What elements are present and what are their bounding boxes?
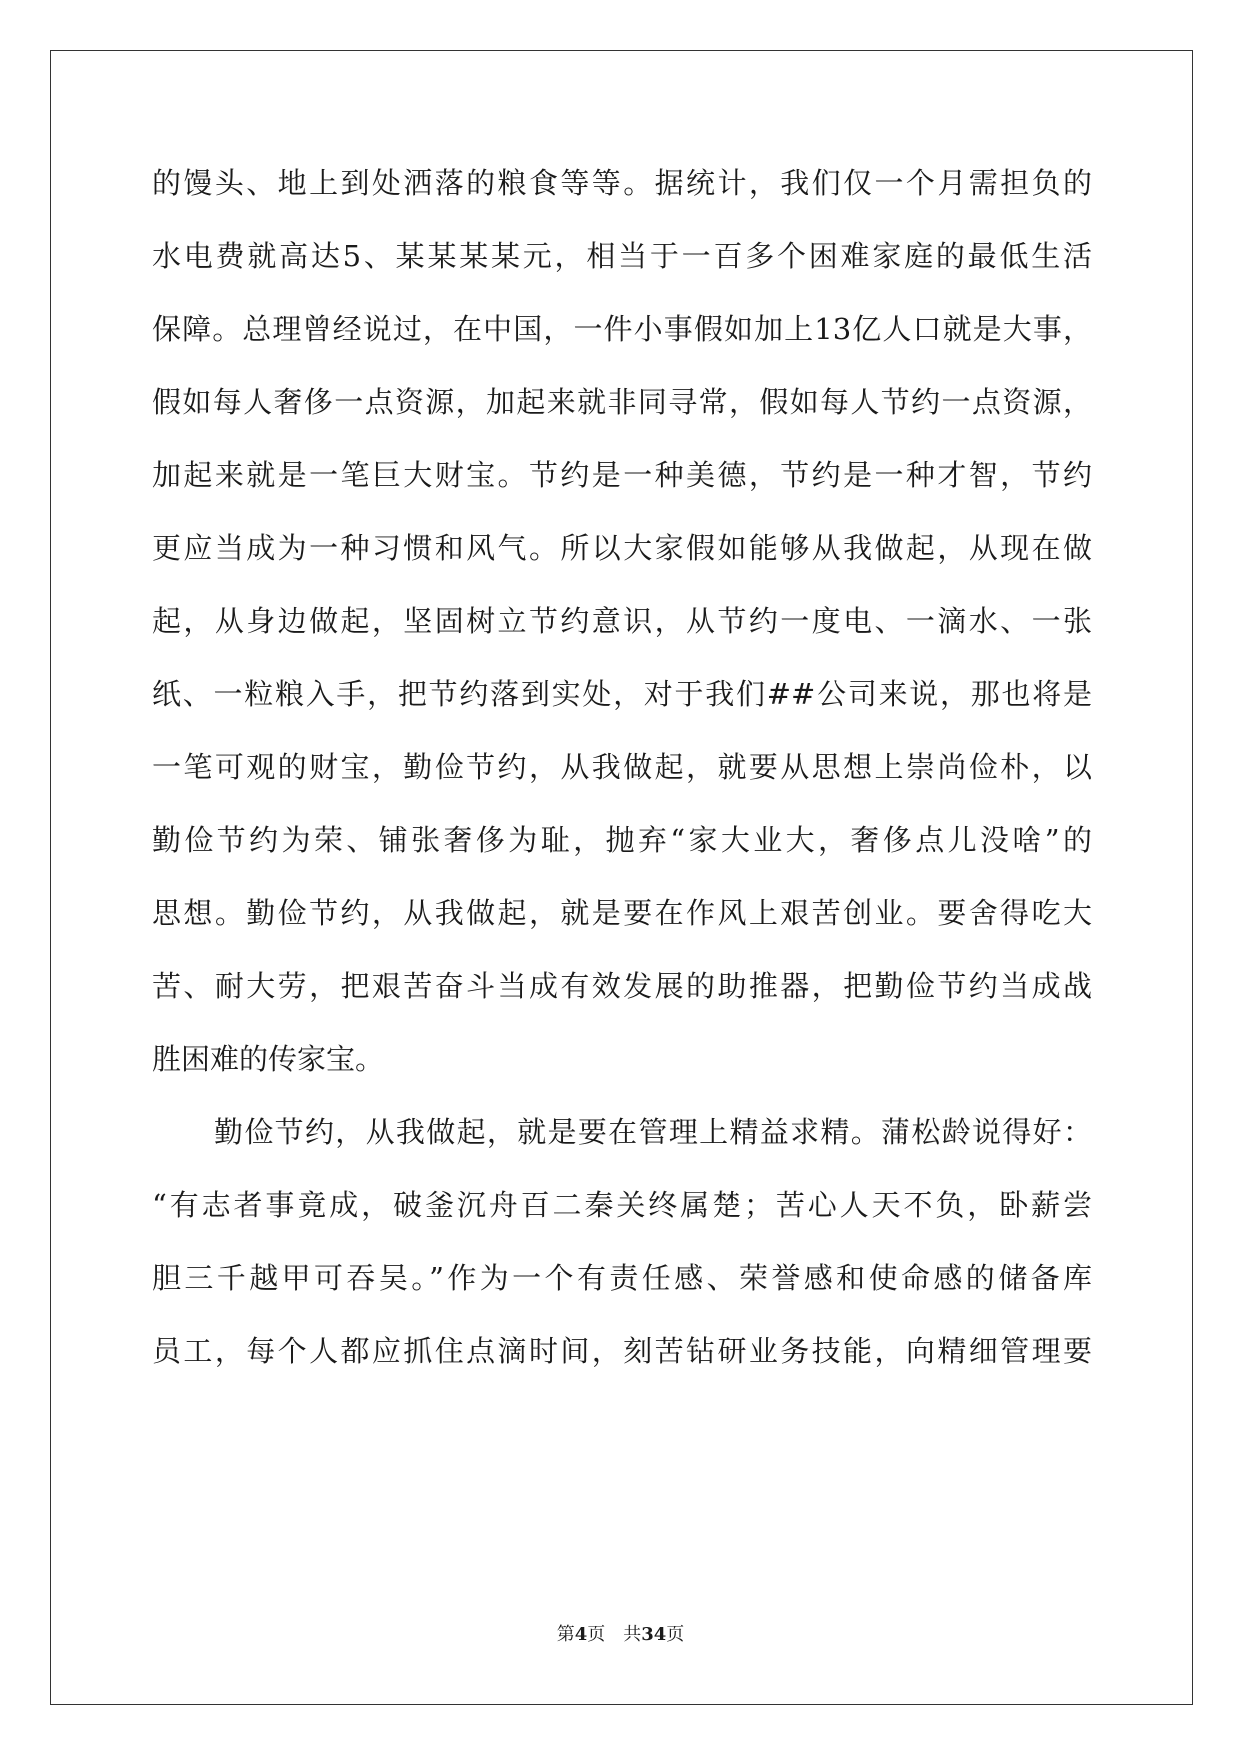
paragraph-first-line: 勤俭节约，从我做起，就是要在管理上精益求精。蒲松龄说得好： — [214, 1115, 1092, 1149]
text-line: 水电费就高达5、某某某某元，相当于一百多个困难家庭的最低生活 — [152, 239, 1092, 273]
text-line: “有志者事竟成，破釜沉舟百二秦关终属楚；苦心人天不负，卧薪尝 — [152, 1188, 1092, 1222]
page-number: 4 — [574, 1624, 588, 1645]
page-footer — [0, 1620, 1241, 1646]
page-suffix: 页 — [666, 1624, 685, 1645]
text-line: 更应当成为一种习惯和风气。所以大家假如能够从我做起，从现在做 — [152, 531, 1092, 565]
page-prefix: 第 — [556, 1624, 575, 1645]
text-line: 勤俭节约为荣、铺张奢侈为耻，抛弃“家大业大，奢侈点儿没啥”的 — [152, 823, 1092, 857]
text-line: 假如每人奢侈一点资源，加起来就非同寻常，假如每人节约一点资源， — [152, 385, 1092, 419]
text-line: 一笔可观的财宝，勤俭节约，从我做起，就要从思想上崇尚俭朴，以 — [152, 750, 1092, 784]
text-line: 胆三千越甲可吞吴。”作为一个有责任感、荣誉感和使命感的储备库 — [152, 1261, 1092, 1295]
page-middle: 页 共 — [587, 1624, 642, 1645]
total-pages: 34 — [641, 1624, 667, 1645]
text-line: 思想。勤俭节约，从我做起，就是要在作风上艰苦创业。要舍得吃大 — [152, 896, 1092, 930]
text-line: 纸、一粒粮入手，把节约落到实处，对于我们##公司来说，那也将是 — [152, 677, 1092, 711]
text-line: 起，从身边做起，坚固树立节约意识，从节约一度电、一滴水、一张 — [152, 604, 1092, 638]
text-line: 加起来就是一笔巨大财宝。节约是一种美德，节约是一种才智，节约 — [152, 458, 1092, 492]
text-line: 胜困难的传家宝。 — [152, 1042, 385, 1076]
text-line: 苦、耐大劳，把艰苦奋斗当成有效发展的助推器，把勤俭节约当成战 — [152, 969, 1092, 1003]
text-line: 员工，每个人都应抓住点滴时间，刻苦钻研业务技能，向精细管理要 — [152, 1334, 1092, 1368]
text-line: 保障。总理曾经说过，在中国，一件小事假如加上13亿人口就是大事， — [152, 312, 1092, 346]
text-line: 的馒头、地上到处洒落的粮食等等。据统计，我们仅一个月需担负的 — [152, 166, 1092, 200]
page-border — [50, 50, 1193, 1705]
